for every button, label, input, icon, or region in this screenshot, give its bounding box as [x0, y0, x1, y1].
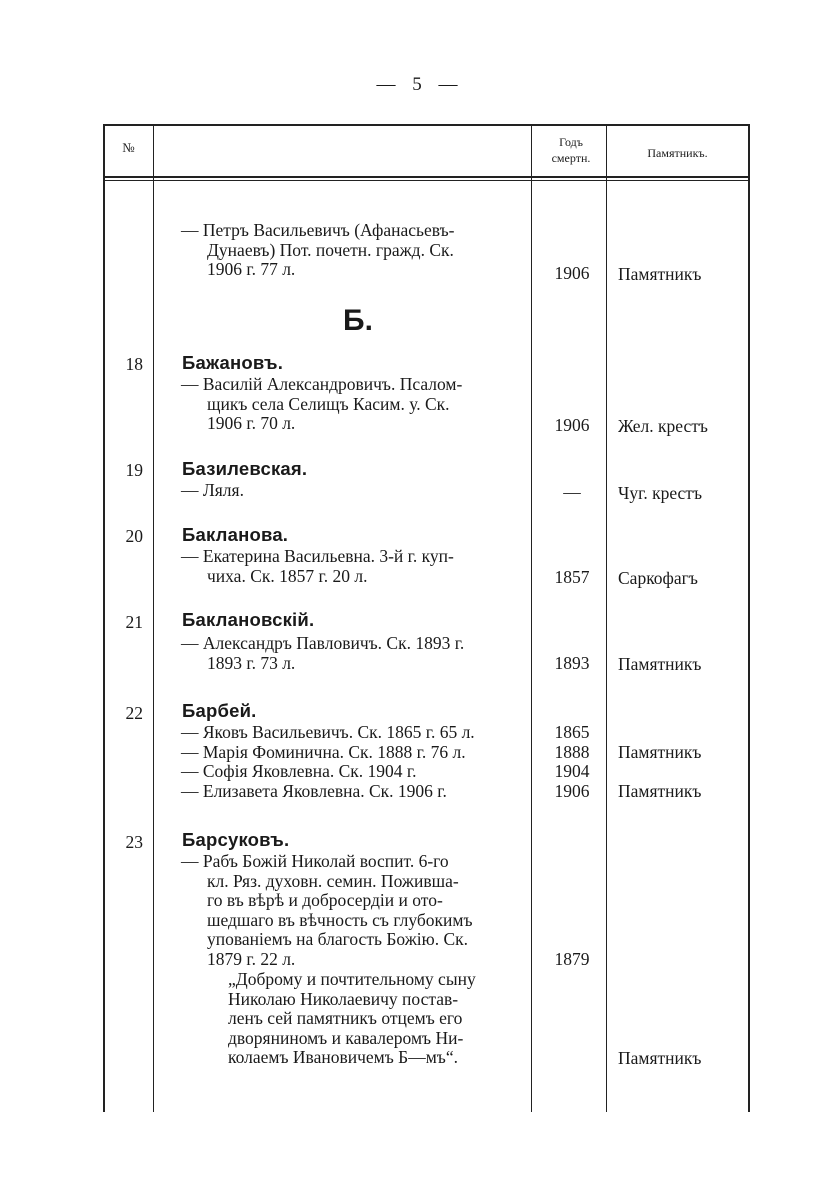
pre-entry-text [181, 221, 533, 280]
entry-line: 1906 г. 77 л. [207, 259, 296, 280]
quote-line: ленъ сей памятникъ отцемъ его [228, 1008, 463, 1029]
entry-line: щикъ села Селищъ Касим. у. Ск. [207, 393, 450, 414]
entry-line: кл. Ряз. духовн. семин. Поживша- [207, 870, 459, 891]
header-bottom-rule-2 [103, 180, 750, 181]
entry-surname: Барбей. [182, 700, 257, 721]
monument-value: Памятникъ [618, 780, 702, 801]
monument-cell [618, 723, 701, 801]
entry-number: 22 [125, 703, 143, 723]
monument-cell: Памятникъ [618, 654, 702, 674]
entry-line: Дунаевъ) Пот. почетн. гражд. Ск. [207, 239, 454, 260]
entry-line: — Елизавета Яковлевна. Ск. 1906 г. [181, 780, 447, 801]
monument-cell: Чуг. крестъ [618, 483, 702, 503]
entry-line: — Василій Александровичъ. Псалом- [181, 374, 463, 394]
entry-text [181, 852, 533, 970]
monument-value: Памятникъ [618, 741, 702, 762]
header-year: Годъ смертн. [551, 135, 591, 165]
year-value: 1904 [554, 761, 590, 782]
year-cell: 1879 [554, 949, 590, 969]
entry-number: 19 [125, 460, 143, 480]
entry-line: — Рабъ Божій Николай воспит. 6-го [181, 851, 449, 871]
column-divider-num [153, 124, 154, 1112]
quote-line: Николаю Николаевичу постав- [228, 988, 459, 1009]
quote-line: колаемъ Ивановичемъ Б—мъ“. [228, 1047, 458, 1068]
year-cell: 1893 [554, 653, 590, 673]
entry-line: 1879 г. 22 л. [207, 948, 296, 969]
entry-text [181, 481, 533, 501]
epitaph-quote [228, 970, 476, 1068]
entry-surname: Бакланова. [182, 524, 289, 545]
monument-value [618, 762, 701, 782]
entry-line: — Марія Фоминична. Ск. 1888 г. 76 л. [181, 741, 466, 762]
section-letter: Б. [343, 304, 373, 337]
entry-text [181, 547, 533, 586]
monument-cell: Саркофагъ [618, 568, 698, 588]
header-monument: Памятникъ. [647, 146, 708, 160]
entry-text [181, 375, 533, 434]
year-value: 1906 [554, 780, 590, 801]
page-number: — 5 — [376, 74, 464, 95]
entry-number: 18 [125, 354, 143, 374]
entry-line: — Екатерина Васильевна. 3-й г. куп- [181, 546, 454, 566]
year-cell: 1857 [554, 567, 590, 587]
entry-line: — Софія Яковлевна. Ск. 1904 г. [181, 761, 417, 782]
entry-line: 1893 г. 73 л. [207, 652, 296, 673]
entry-number: 23 [125, 832, 143, 852]
entry-surname: Базилевская. [182, 458, 308, 479]
entry-surname: Баклановскій. [182, 609, 315, 630]
entry-line: — Ляля. [181, 480, 244, 500]
entry-line: — Яковъ Васильевичъ. Ск. 1865 г. 65 л. [181, 722, 475, 742]
entry-line: чиха. Ск. 1857 г. 20 л. [207, 565, 368, 586]
entry-number: 21 [125, 612, 143, 632]
entry-number: 20 [125, 526, 143, 546]
year-cell [535, 723, 609, 801]
year-cell: — [563, 482, 581, 502]
monument-value [618, 723, 701, 743]
monument-cell: Памятникъ [618, 1048, 702, 1068]
entry-line: го въ вѣрѣ и добросердіи и ото- [207, 890, 443, 911]
year-cell: 1906 [554, 263, 590, 283]
entry-text [181, 723, 533, 801]
entry-surname: Барсуковъ. [182, 829, 290, 850]
year-value: 1888 [554, 741, 590, 762]
quote-line: „Доброму и почтительному сыну [228, 969, 476, 989]
monument-cell: Жел. крестъ [618, 416, 708, 436]
header-num: № [122, 140, 135, 155]
entry-line: 1906 г. 70 л. [207, 413, 296, 434]
quote-line: дворяниномъ и кавалеромъ Ни- [228, 1027, 464, 1048]
header-bottom-rule [103, 176, 750, 178]
entry-text [181, 634, 533, 673]
entry-surname: Бажановъ. [182, 352, 284, 373]
table-right-border [748, 124, 750, 1112]
entry-line: — Александръ Павловичъ. Ск. 1893 г. [181, 633, 465, 653]
entry-line: упованіемъ на благость Божію. Ск. [207, 929, 469, 950]
entry-line: — Петръ Васильевичъ (Афанасьевъ- [181, 220, 455, 240]
year-value: 1865 [554, 722, 590, 742]
table-top-rule [103, 124, 750, 126]
monument-cell: Памятникъ [618, 264, 702, 284]
year-cell: 1906 [554, 415, 590, 435]
entry-line: шедшаго въ вѣчность съ глубокимъ [207, 909, 473, 930]
